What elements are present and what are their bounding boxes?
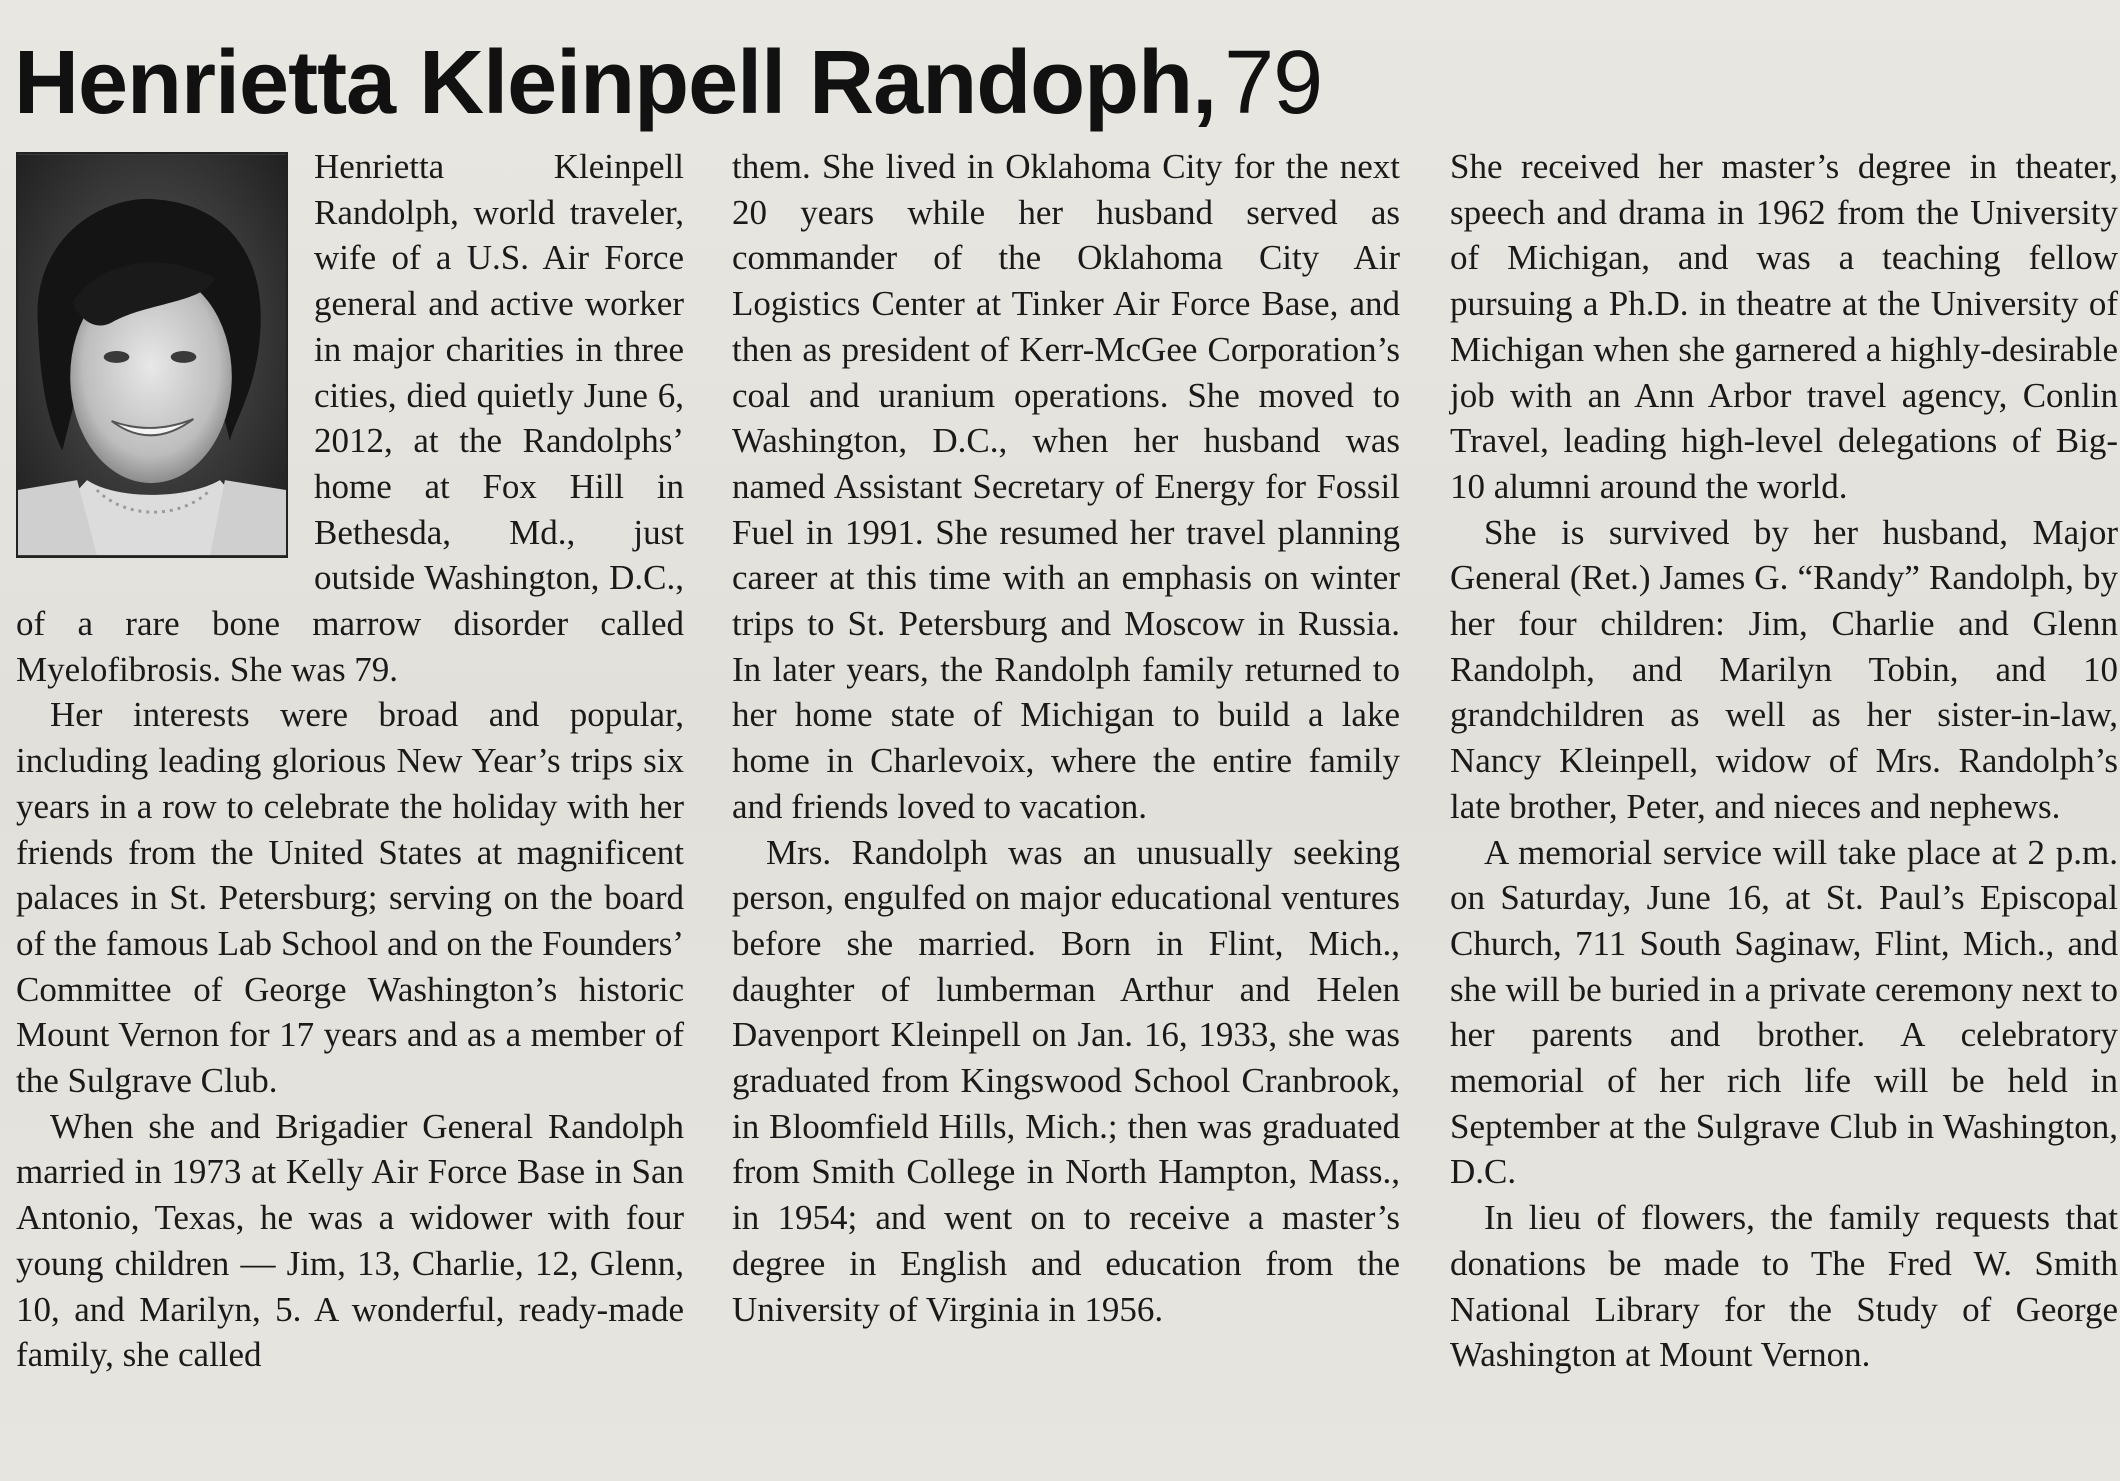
paragraph-survivors: She is survived by her husband, Major General (Ret.) James G. “Randy” Randolph, by her four children: Jim, Charlie and Glenn Randolph, and Marilyn Tobin, and 10 grandchildren as well as her sister-in-law, Nancy Kleinpell, widow of Mrs. Randolph’s late brother, Peter, and nieces and nephews. (1450, 512, 2118, 826)
paragraph-masters: She received her master’s degree in theater, speech and drama in 1962 from the University of Michigan, and was a teaching fellow pursuing a Ph.D. in theatre at the University of Michigan when she garnered a highly-desirable job with an Ann Arbor travel agency, Conlin Travel, leading high-level delegations of Big-10 alumni around the world. (1450, 147, 2118, 506)
paragraph-memorial: A memorial service will take place at 2 p.m. on Saturday, June 16, at St. Paul’s Episcopal Church, 711 South Saginaw, Flint, Mich., and she will be buried in a private ceremony next to her parents and brother. A celebratory memorial of her rich life will be held in September at the Sulgrave Club in Washington, D.C. (1450, 832, 2118, 1192)
paragraph-interests: Her interests were broad and popular, including leading glorious New Year’s trips six years in a row to celebrate the holiday with her friends from the United States at magnificent palaces in St. Petersburg; serving on the board of the famous Lab School and on the Founders’ Committee of George Washington’s historic Mount Vernon for 17 years and as a member of the Sulgrave Club. (16, 695, 684, 1101)
headline-age: 79 (1224, 33, 1323, 133)
paragraph-donations: In lieu of flowers, the family requests that donations be made to The Fred W. Smith National Library for the Study of George Washington at Mount Vernon. (1450, 1198, 2118, 1375)
portrait-photo (16, 152, 288, 558)
article-column-1 (16, 144, 684, 1378)
headline (14, 28, 1322, 138)
paragraph-education: Mrs. Randolph was an unusually seeking person, engulfed on major educational ventures before she married. Born in Flint, Mich., daughter of lumberman Arthur and Helen Davenport Kleinpell on Jan. 16, 1933, she was graduated from Kingswood School Cranbrook, in Bloomfield Hills, Mich.; then was graduated from Smith College in North Hampton, Mass., in 1954; and went on to receive a master’s degree in English and education from the University of Virginia in 1956. (732, 832, 1400, 1329)
headline-name: Henrietta Kleinpell Randoph, (14, 33, 1217, 133)
paragraph-intro: Henrietta Kleinpell Randolph, world traveler, wife of a U.S. Air Force general and active worker in major charities in three cities, died quietly June 6, 2012, at the Randolphs’ home at Fox Hill in Bethesda, Md., just outside Washington, D.C., of a rare bone marrow disorder called Myelofibrosis. She was 79. (16, 147, 684, 689)
paragraph-marriage: When she and Brigadier General Randolph married in 1973 at Kelly Air Force Base in San Antonio, Texas, he was a widower with four young children — Jim, 13, Charlie, 12, Glenn, 10, and Marilyn, 5. A wonderful, ready-made family, she called (16, 1106, 684, 1375)
paragraph-oklahoma: them. She lived in Oklahoma City for the next 20 years while her husband served as commander of the Oklahoma City Air Logistics Center at Tinker Air Force Base, and then as president of Kerr-McGee Corporation’s coal and uranium operations. She moved to Washington, D.C., when her husband was named Assistant Secretary of Energy for Fossil Fuel in 1991. She resumed her travel planning career at this time with an emphasis on winter trips to St. Petersburg and Moscow in Russia. In later years, the Randolph family returned to her home state of Michigan to build a lake home in Charlevoix, where the entire family and friends loved to vacation. (732, 147, 1400, 826)
article-column-2 (732, 144, 1400, 1332)
article-column-3 (1450, 144, 2118, 1378)
